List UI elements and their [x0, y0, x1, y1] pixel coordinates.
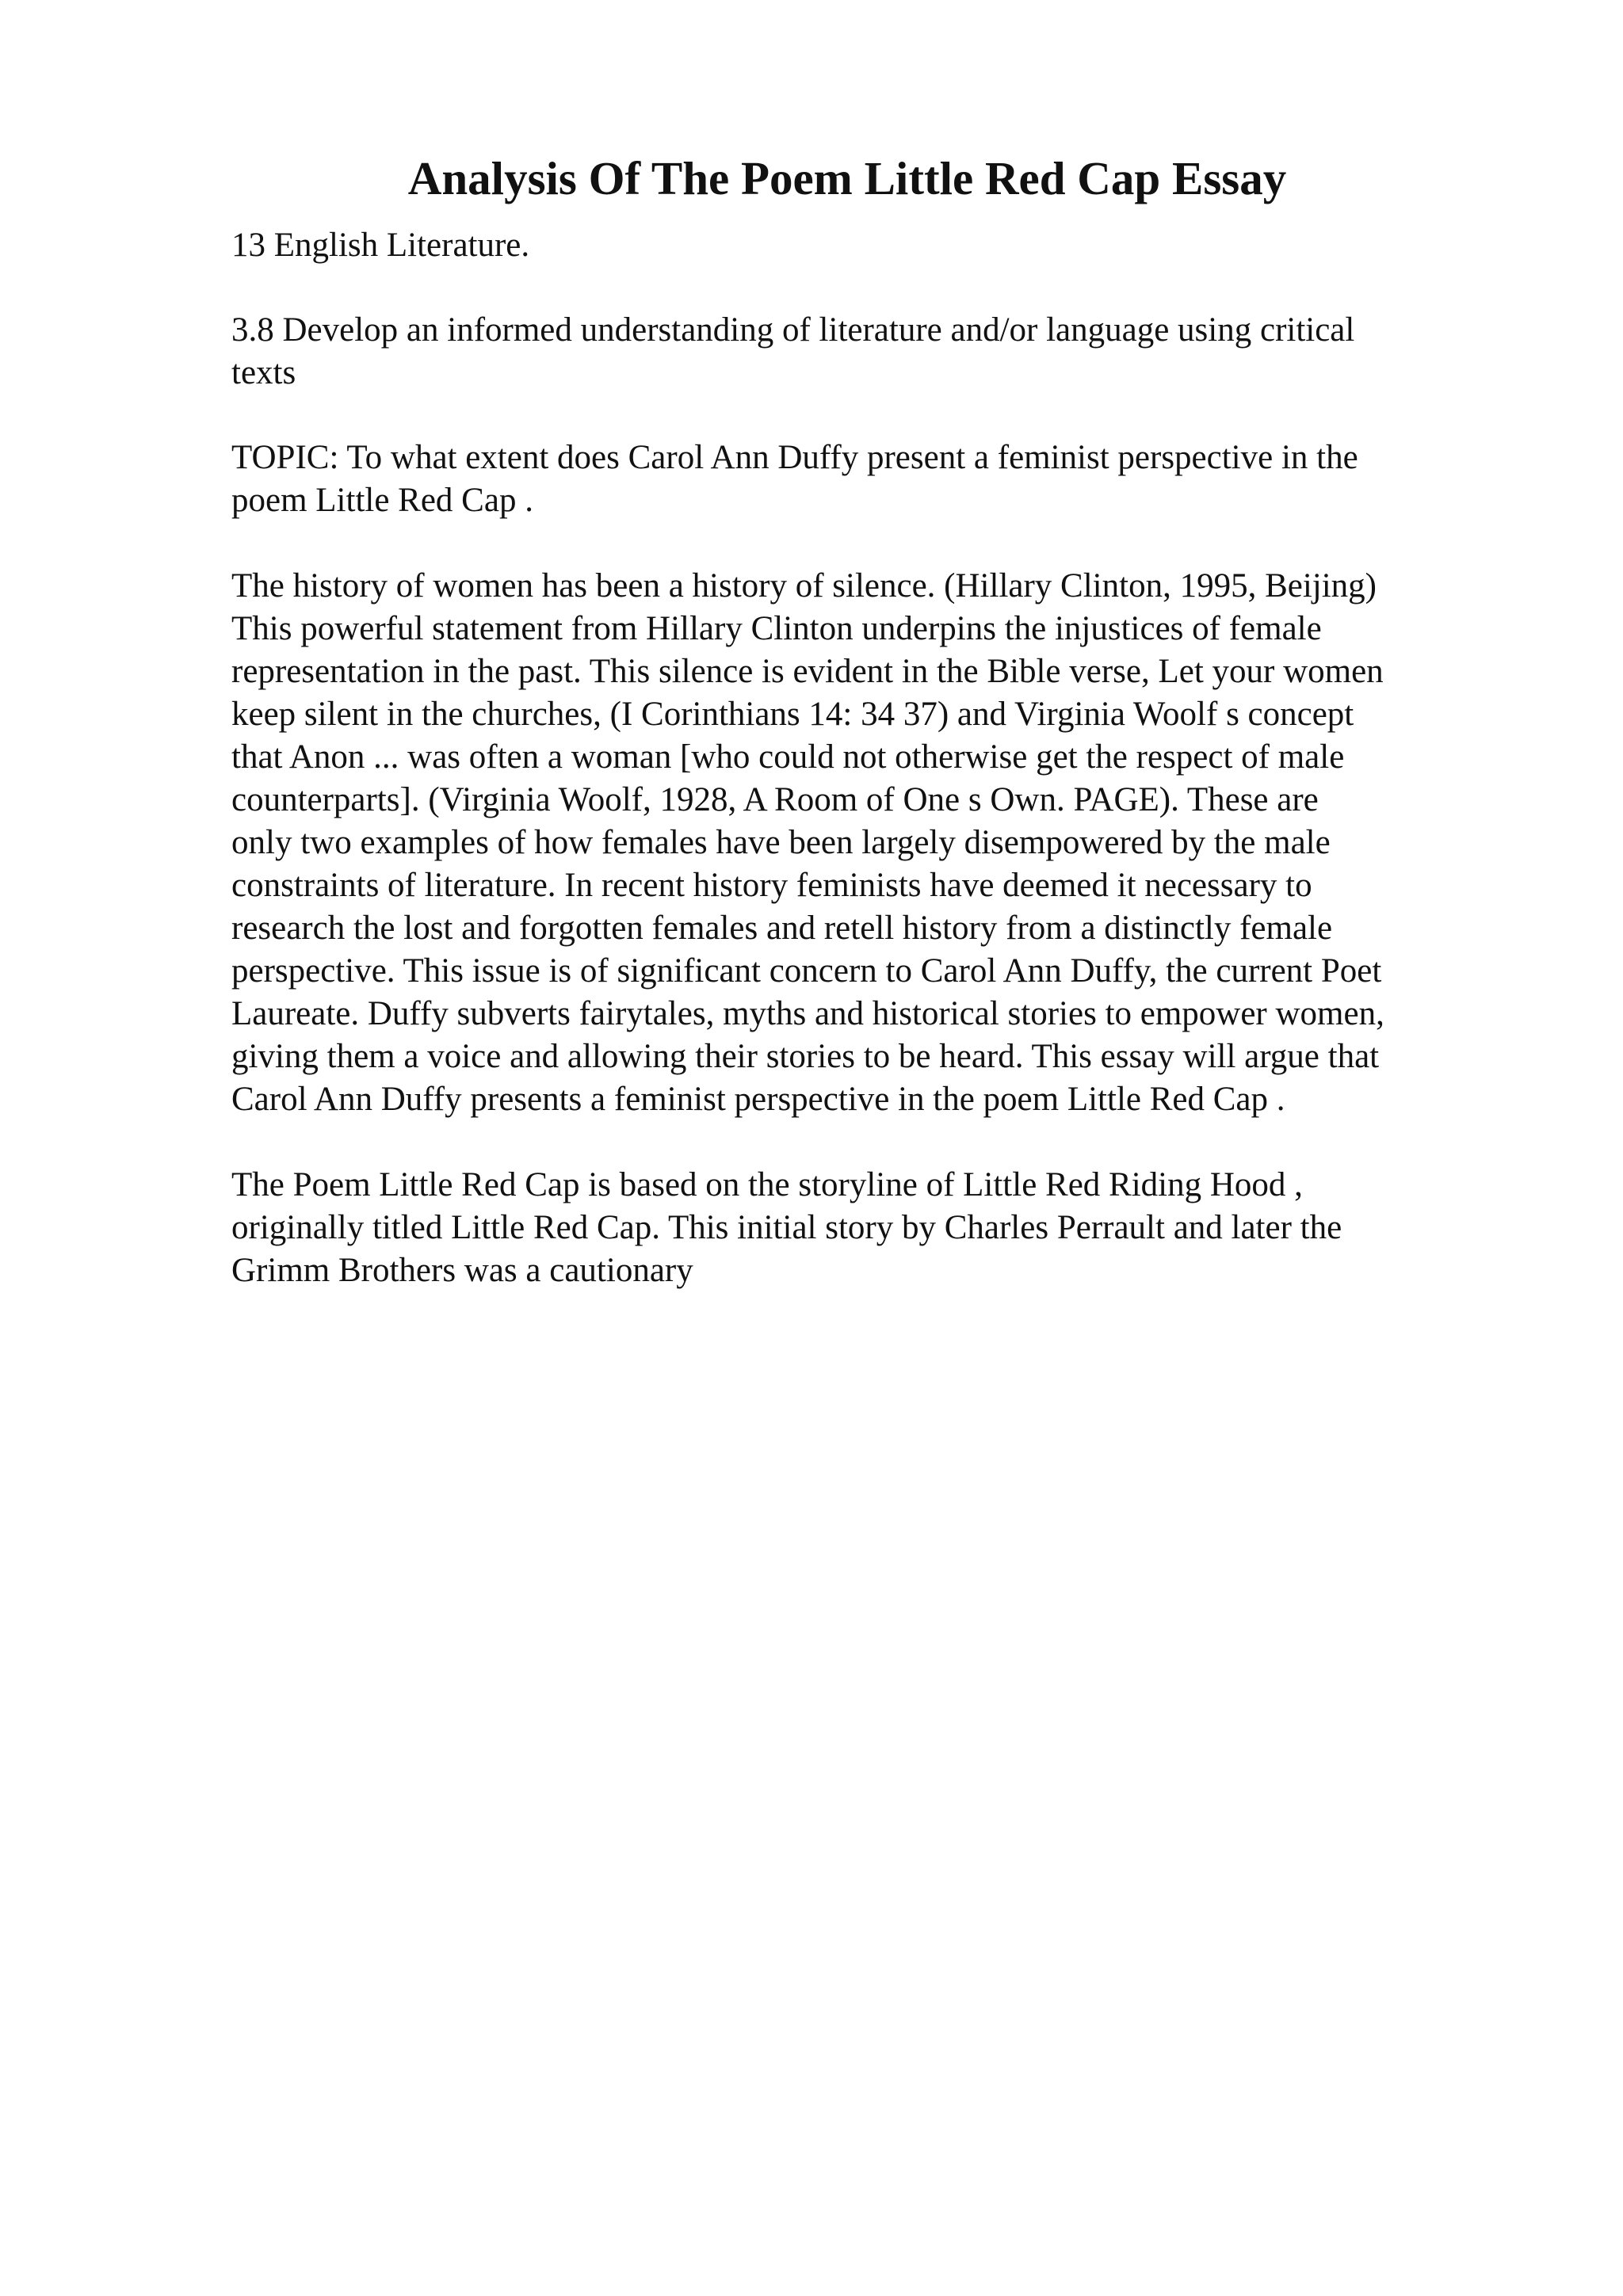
- text-line: texts: [231, 354, 296, 391]
- text-line: originally titled Little Red Cap. This initial story by Charles Perrault and later the: [231, 1209, 1342, 1246]
- text-line: giving them a voice and allowing their stories to be heard. This essay will argue that: [231, 1038, 1380, 1075]
- paragraph-topic: [231, 437, 1491, 522]
- text-line: Laureate. Duffy subverts fairytales, myths and historical stories to empower women,: [231, 995, 1384, 1032]
- text-line: Carol Ann Duffy presents a feminist perspective in the poem Little Red Cap .: [231, 1081, 1285, 1118]
- text-line: The Poem Little Red Cap is based on the storyline of Little Red Riding Hood ,: [231, 1166, 1303, 1203]
- text-line: Grimm Brothers was a cautionary: [231, 1252, 693, 1289]
- text-line: counterparts]. (Virginia Woolf, 1928, A Room of One s Own. PAGE). These are: [231, 781, 1319, 818]
- text-line: keep silent in the churches, (I Corinthians 14: 34 37) and Virginia Woolf s concept: [231, 696, 1354, 733]
- text-line: 3.8 Develop an informed understanding of literature and/or language using critical: [231, 311, 1355, 349]
- text-line: The history of women has been a history of silence. (Hillary Clinton, 1995, Beijing): [231, 567, 1377, 605]
- text-line: only two examples of how females have been largely disempowered by the male: [231, 824, 1331, 861]
- text-line: representation in the past. This silence is evident in the Bible verse, Let your women: [231, 653, 1384, 690]
- text-line: 13 English Literature.: [231, 227, 530, 264]
- document-title: Analysis Of The Poem Little Red Cap Essay: [407, 152, 1287, 204]
- text-line: constraints of literature. In recent history feminists have deemed it necessary to: [231, 867, 1312, 904]
- paragraph-standard: [231, 309, 1491, 395]
- paragraph-introduction: [231, 565, 1491, 1121]
- text-line: This powerful statement from Hillary Clinton underpins the injustices of female: [231, 610, 1322, 647]
- text-line: poem Little Red Cap .: [231, 482, 533, 519]
- text-line: research the lost and forgotten females and retell history from a distinctly female: [231, 910, 1333, 947]
- text-line: TOPIC: To what extent does Carol Ann Duffy present a feminist perspective in the: [231, 439, 1358, 476]
- text-line: that Anon ... was often a woman [who could not otherwise get the respect of male: [231, 738, 1345, 776]
- paragraph-body: [231, 1164, 1491, 1292]
- paragraph-course: [231, 224, 1491, 267]
- text-line: perspective. This issue is of significant concern to Carol Ann Duffy, the current Poet: [231, 952, 1382, 990]
- document-content: [231, 151, 1491, 1292]
